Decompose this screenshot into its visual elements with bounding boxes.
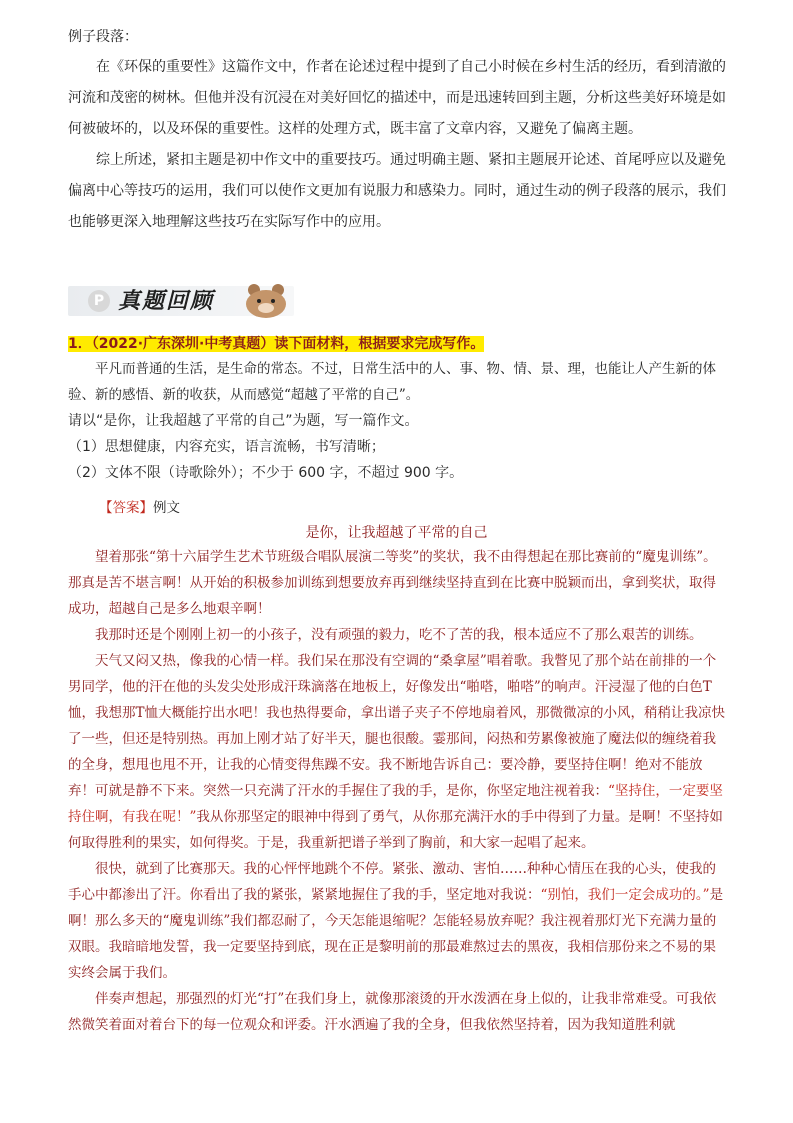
answer-label — [99, 496, 180, 516]
answer-type: 例文 — [153, 500, 180, 516]
top-section — [68, 22, 728, 238]
banner-title: 真题回顾 — [118, 289, 215, 314]
answer-tag: 【答案】 — [99, 500, 153, 516]
essay-body — [68, 544, 728, 1038]
requirement-2: （2）文体不限（诗歌除外）；不少于 600 字，不超过 900 字。 — [68, 465, 464, 481]
essay-p4-text-a: 很快，就到了比赛那天。我的心怦怦地跳个不停。紧张、激动、害怕……种种心情压在我的心头，使我的手心中都渗出了汗。你看出了我的紧张，紧紧地握住了我的手，坚定地对我说： — [68, 861, 716, 903]
question-title: 1．（2022·广东深圳·中考真题）读下面材料，根据要求完成写作。 — [68, 336, 485, 352]
essay-paragraph-4 — [68, 856, 728, 986]
example-label: 例子段落： — [68, 29, 138, 45]
essay-paragraph-2: 我那时还是个刚刚上初一的小孩子，没有顽强的毅力，吃不了苦的我，根本适应不了那么艰苦的训练。 — [95, 627, 703, 643]
essay-p3-quote: “坚持住，一定要坚持住啊，有我在呢！” — [68, 783, 723, 825]
essay-p4-text-b: 是啊！那么多天的“魔鬼训练”我们都忍耐了，今天怎能退缩呢？怎能轻易放弃呢？我注视着那灯光下充满力量的双眼。我暗暗地发誓，我一定要坚持到底，现在正是黎明前的那最难熬过去的黑夜，我相信那份来之不易的果实终会属于我们。 — [68, 887, 724, 981]
requirement-1: （1）思想健康，内容充实，语言流畅，书写清晰； — [68, 439, 385, 455]
essay-p3-text-b: 我从你那坚定的眼神中得到了勇气，从你那充满汗水的手中得到了力量。是啊！不坚持如何取得胜利的果实，如何得奖。于是，我重新把谱子举到了胸前，和大家一起唱了起来。 — [68, 809, 723, 851]
section-banner — [68, 280, 294, 320]
example-paragraph: 在《环保的重要性》这篇作文中，作者在论述过程中提到了自己小时候在乡村生活的经历，看到清澈的河流和茂密的树林。但他并没有沉浸在对美好回忆的描述中，而是迅速转回到主题，分析这些美好环境是如何被破坏的，以及环保的重要性。这样的处理方式，既丰富了文章内容，又避免了偏离主题。 — [68, 59, 726, 137]
essay-title: 是你，让我超越了平常的自己 — [305, 525, 488, 541]
essay-paragraph-3 — [68, 648, 728, 856]
bear-mascot-icon — [240, 282, 292, 318]
essay-p4-quote: “别怕，我们一定会成功的。” — [540, 887, 710, 903]
question-prompt: 请以“是你，让我超越了平常的自己”为题，写一篇作文。 — [68, 413, 419, 429]
essay-paragraph-1: 望着那张“第十六届学生艺术节班级合唱队展演二等奖”的奖状，我不由得想起在那比赛前的“魔鬼训练”。那真是苦不堪言啊！从开始的积极参加训练到想要放弃再到继续坚持直到在比赛中脱颖而出，拿到奖状，取得成功，超越自己是多么地艰辛啊！ — [68, 549, 717, 617]
essay-paragraph-5: 伴奏声想起，那强烈的灯光“打”在我们身上，就像那滚烫的开水泼洒在身上似的，让我非常难受。可我依然微笑着面对着台下的每一位观众和评委。汗水洒遍了我的全身，但我依然坚持着，因为我知道胜利就 — [68, 991, 717, 1033]
p-circle-icon: P — [88, 290, 110, 312]
summary-paragraph: 综上所述，紧扣主题是初中作文中的重要技巧。通过明确主题、紧扣主题展开论述、首尾呼应以及避免偏离中心等技巧的运用，我们可以使作文更加有说服力和感染力。同时，通过生动的例子段落的展示，我们也能够更深入地理解这些技巧在实际写作中的应用。 — [68, 152, 726, 230]
question-material: 平凡而普通的生活，是生命的常态。不过，日常生活中的人、事、物、情、景、理，也能让人产生新的体验、新的感悟、新的收获，从而感觉“超越了平常的自己”。 — [68, 361, 716, 403]
question-body — [68, 356, 728, 486]
question-heading — [68, 332, 484, 355]
essay-p3-text-a: 天气又闷又热，像我的心情一样。我们呆在那没有空调的“桑拿屋”唱着歌。我瞥见了那个站在前排的一个男同学，他的汗在他的头发尖处形成汗珠滴落在地板上，好像发出“啪嗒，啪嗒”的响声。汗浸湿了他的白色T恤，我想那T恤大概能拧出水吧！我也热得要命，拿出谱子夹子不停地扇着风，那微微凉的小风，稍稍让我凉快了一些，但还是特别热。再加上刚才站了好半天，腿也很酸。霎那间，闷热和劳累像被施了魔法似的缠绕着我的全身，想甩也甩不开，让我的心情变得焦躁不安。我不断地告诉自己：要冷静，要坚持住啊！绝对不能放弃！可就是静不下来。突然一只充满了汗水的手握住了我的手，是你，你坚定地注视着我： — [68, 653, 726, 799]
